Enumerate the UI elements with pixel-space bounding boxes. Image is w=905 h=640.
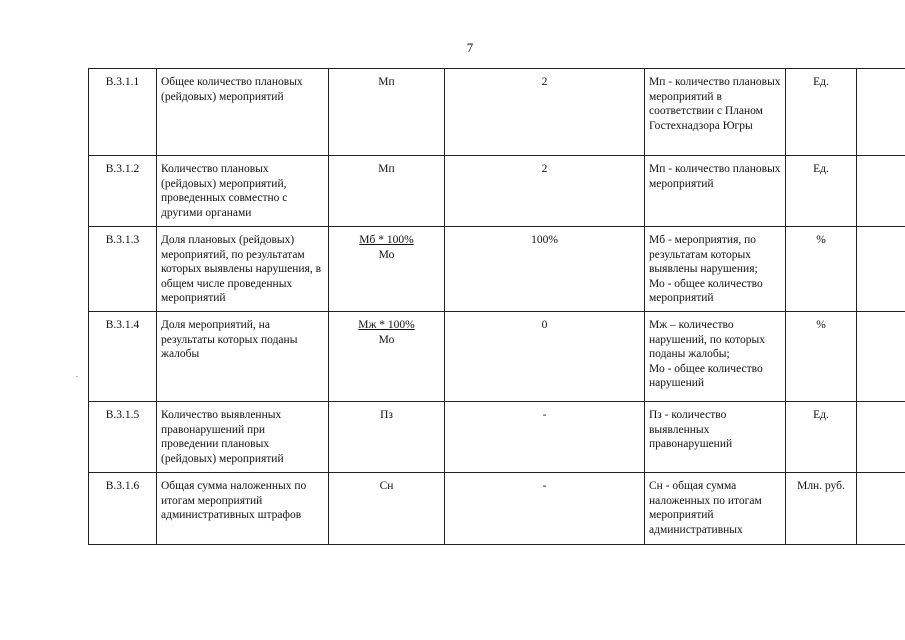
indicator-code: В.3.1.5 bbox=[89, 402, 157, 473]
formula-numerator: Мб * 100% bbox=[359, 234, 414, 246]
page-number: 7 bbox=[466, 40, 474, 55]
description-line: Мж – количество нарушений, по которых поданы жалобы; bbox=[649, 319, 766, 360]
indicator-formula: Мп bbox=[329, 156, 445, 227]
indicator-note bbox=[857, 312, 905, 402]
indicator-code: В.3.1.2 bbox=[89, 156, 157, 227]
indicator-name: Количество выявленных правонарушений при проведении плановых (рейдовых) мероприятий bbox=[157, 402, 329, 473]
indicator-value: 2 bbox=[445, 156, 645, 227]
indicator-value: 0 bbox=[445, 312, 645, 402]
indicator-formula: Пз bbox=[329, 402, 445, 473]
indicator-description bbox=[645, 69, 786, 156]
description-line: Мб - мероприятия, по результатам которых выявлены нарушения; bbox=[649, 234, 758, 275]
indicator-description bbox=[645, 473, 786, 545]
indicator-note bbox=[857, 156, 905, 227]
indicator-description bbox=[645, 402, 786, 473]
scan-artifact bbox=[76, 376, 78, 377]
table-row bbox=[89, 312, 905, 402]
indicator-unit: Ед. bbox=[786, 156, 857, 227]
indicator-name: Доля плановых (рейдовых) мероприятий, по результатам которых выявлены нарушения, в общем числе проведенных мероприятий bbox=[157, 227, 329, 312]
indicators-table bbox=[88, 68, 905, 545]
indicator-code: В.3.1.3 bbox=[89, 227, 157, 312]
indicator-description bbox=[645, 312, 786, 402]
indicator-code: В.3.1.1 bbox=[89, 69, 157, 156]
table-row bbox=[89, 156, 905, 227]
indicator-note bbox=[857, 402, 905, 473]
indicator-note bbox=[857, 473, 905, 545]
indicator-name: Количество плановых (рейдовых) мероприятий, проведенных совместно с другими органами bbox=[157, 156, 329, 227]
indicator-value: - bbox=[445, 473, 645, 545]
indicator-unit: % bbox=[786, 312, 857, 402]
indicator-unit: Млн. руб. bbox=[786, 473, 857, 545]
indicator-unit: Ед. bbox=[786, 402, 857, 473]
description-line: Пз - количество выявленных правонарушений bbox=[649, 409, 733, 450]
description-line: Мп - количество плановых мероприятий bbox=[649, 163, 781, 190]
indicator-description bbox=[645, 227, 786, 312]
table-row bbox=[89, 227, 905, 312]
formula-numerator: Мж * 100% bbox=[358, 319, 415, 331]
indicator-value: 2 bbox=[445, 69, 645, 156]
table-row bbox=[89, 402, 905, 473]
description-line: Мо - общее количество нарушений bbox=[649, 362, 763, 389]
formula-denominator: Мо bbox=[378, 248, 395, 261]
indicator-name: Общая сумма наложенных по итогам мероприятий административных штрафов bbox=[157, 473, 329, 545]
description-line: Мп - количество плановых мероприятий в соответствии с Планом Гостехнадзора Югры bbox=[649, 76, 781, 132]
indicator-name: Общее количество плановых (рейдовых) мероприятий bbox=[157, 69, 329, 156]
indicator-description bbox=[645, 156, 786, 227]
formula-denominator: Мо bbox=[378, 333, 395, 346]
indicator-name: Доля мероприятий, на результаты которых поданы жалобы bbox=[157, 312, 329, 402]
indicator-formula: Сн bbox=[329, 473, 445, 545]
description-line: Сн - общая сумма наложенных по итогам мероприятий административных bbox=[649, 480, 762, 536]
indicator-note bbox=[857, 227, 905, 312]
indicator-code: В.3.1.6 bbox=[89, 473, 157, 545]
description-line: Мо - общее количество мероприятий bbox=[649, 277, 763, 304]
indicator-value: - bbox=[445, 402, 645, 473]
indicator-formula: Мп bbox=[329, 69, 445, 156]
indicator-code: В.3.1.4 bbox=[89, 312, 157, 402]
indicator-formula bbox=[329, 227, 445, 312]
table-row bbox=[89, 69, 905, 156]
table-row bbox=[89, 473, 905, 545]
indicator-value: 100% bbox=[445, 227, 645, 312]
indicator-formula bbox=[329, 312, 445, 402]
indicator-note bbox=[857, 69, 905, 156]
indicator-unit: Ед. bbox=[786, 69, 857, 156]
indicator-unit: % bbox=[786, 227, 857, 312]
